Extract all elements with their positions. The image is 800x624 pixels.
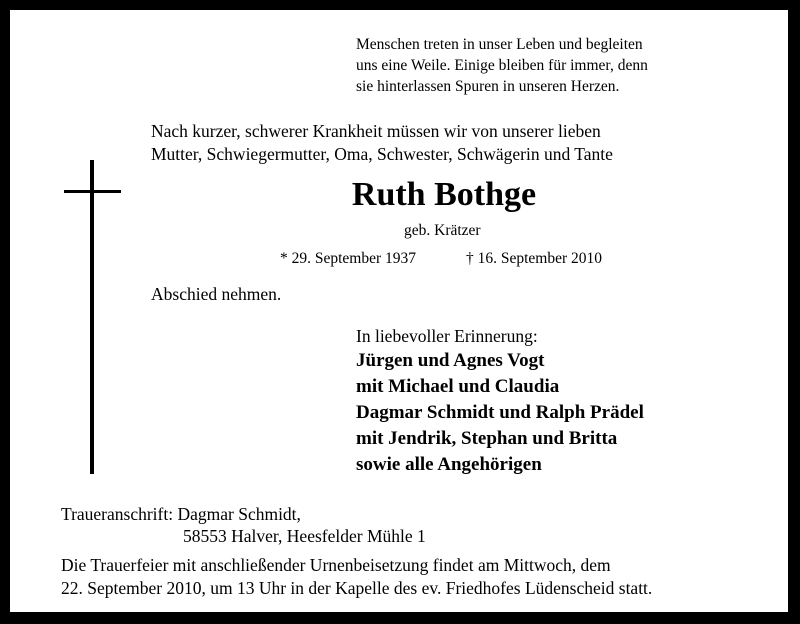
intro-line: Nach kurzer, schwerer Krankheit müssen wir von unserer lieben [151,121,601,141]
mourner-line: Dagmar Schmidt und Ralph Prädel [356,402,644,423]
mourning-address: Traueranschrift: Dagmar Schmidt, [61,504,301,524]
farewell-text: Abschied nehmen. [151,284,282,304]
obituary-notice [10,10,788,612]
quote-line: Menschen treten in unser Leben und begleiten [356,36,643,53]
ceremony-line: 22. September 2010, um 13 Uhr in der Kapelle des ev. Friedhofes Lüdenscheid statt. [61,578,653,598]
mourners-list [356,348,644,478]
mourner-line: Jürgen und Agnes Vogt [356,350,545,371]
intro-text [151,120,613,166]
mourner-line: sowie alle Angehörigen [356,454,542,475]
birth-date: * 29. September 1937 [280,250,417,267]
quote-line: uns eine Weile. Einige bleiben für immer, denn [356,57,648,74]
maiden-name: geb. Krätzer [404,222,481,239]
ceremony-line: Die Trauerfeier mit anschließender Urnenbeisetzung findet am Mittwoch, dem [61,555,611,575]
opening-quote [356,34,648,97]
ceremony-info [61,554,652,600]
mourner-line: mit Michael und Claudia [356,376,560,397]
memory-heading: In liebevoller Erinnerung: [356,326,538,346]
intro-line: Mutter, Schwiegermutter, Oma, Schwester, Schwägerin und Tante [151,144,613,164]
mourner-line: mit Jendrik, Stephan und Britta [356,428,618,449]
death-date: † 16. September 2010 [466,250,603,267]
quote-line: sie hinterlassen Spuren in unseren Herzen. [356,78,620,95]
deceased-name: Ruth Bothge [351,176,537,213]
mourning-address-street: 58553 Halver, Heesfelder Mühle 1 [183,526,426,546]
